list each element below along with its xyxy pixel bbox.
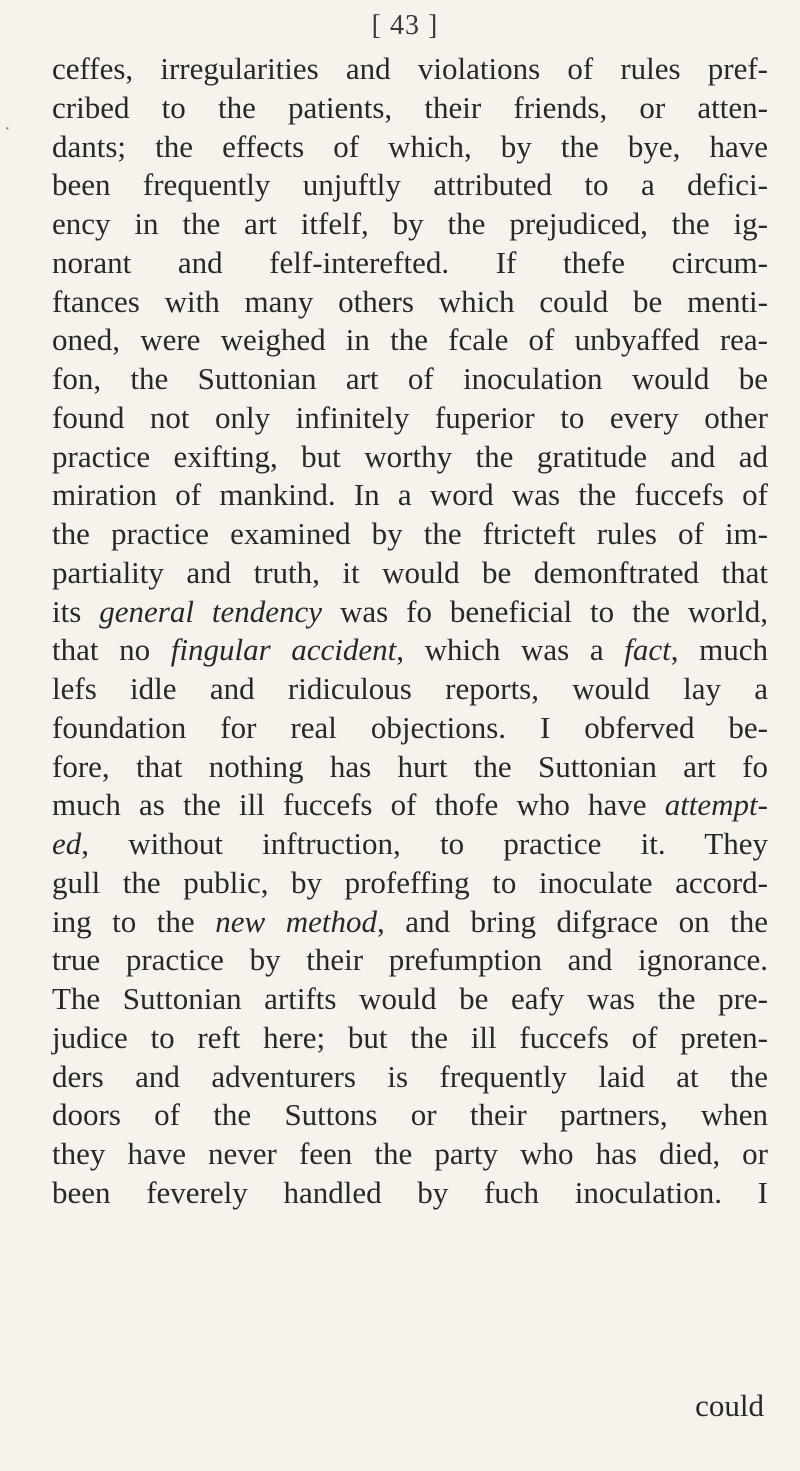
margin-dot: ·	[4, 118, 11, 140]
page-number: [ 43 ]	[371, 10, 439, 41]
text-line-25: The Suttonian artifts would be eafy was the pre-	[52, 981, 768, 1016]
text-line-19: fore, that nothing has hurt the Suttonian art fo	[52, 748, 768, 784]
italic-phrase: fact	[624, 632, 671, 668]
text-line-21	[52, 825, 768, 864]
text-line-11: practice exifting, but worthy the gratitude and ad	[52, 438, 768, 474]
body-text	[52, 50, 768, 1213]
text-line-26: judice to reft here; but the ill fuccefs of preten-	[52, 1019, 768, 1055]
text-line-8: oned, were weighed in the fcale of unbyaffed rea-	[52, 322, 768, 358]
text-line-9: fon, the Suttonian art of inoculation would be	[52, 361, 768, 396]
text-line-2: cribed to the patients, their friends, or atten-	[52, 89, 768, 125]
italic-phrase: ed	[52, 826, 82, 861]
text-segment: was fo beneficial to the world,	[322, 593, 768, 629]
text-line-28: doors of the Suttons or their partners, when	[52, 1097, 768, 1133]
text-line-29: they have never feen the party who has died, or	[52, 1136, 768, 1171]
text-line-16	[52, 631, 768, 670]
text-line-17: lefs idle and ridiculous reports, would lay a	[52, 671, 768, 706]
text-line-7: ftances with many others which could be menti-	[52, 283, 768, 319]
text-line-3: dants; the effects of which, by the bye, have	[52, 128, 768, 164]
text-segment: ing to the	[52, 903, 216, 939]
text-line-27: ders and adventurers is frequently laid at the	[52, 1058, 768, 1094]
text-line-5: ency in the art itfelf, by the prejudiced, the ig-	[52, 206, 768, 241]
text-line-12: miration of mankind. In a word was the fuccefs of	[52, 477, 768, 513]
text-segment: that no	[52, 632, 171, 668]
text-line-4: been frequently unjuftly attributed to a defici-	[52, 167, 768, 203]
text-segment: , and bring difgrace on the	[376, 903, 768, 939]
text-line-14: partiality and truth, it would be demonftrated that	[52, 554, 768, 590]
text-segment: , much	[670, 632, 768, 668]
text-line-10: found not only infinitely fuperior to every other	[52, 399, 768, 435]
text-line-23	[52, 903, 768, 942]
text-line-30: been feverely handled by fuch inoculation. I	[52, 1174, 768, 1210]
italic-phrase: fingular accident	[170, 632, 397, 668]
text-line-6: norant and felf-interefted. If thefe circum-	[52, 244, 768, 280]
italic-phrase: new method	[215, 903, 377, 939]
text-line-1: ceffes, irregularities and violations of rules pref-	[52, 51, 768, 86]
text-segment: , which was a	[396, 632, 625, 668]
text-line-20	[52, 786, 768, 825]
text-line-13: the practice examined by the ftricteft rules of im-	[52, 516, 768, 551]
text-segment: , without inftruction, to practice it. They	[81, 826, 768, 861]
text-segment: much as the ill fuccefs of thofe who have	[52, 787, 665, 823]
italic-phrase: general tendency	[99, 593, 323, 629]
text-line-18: foundation for real objections. I obferved be-	[52, 709, 768, 745]
catchword: could	[695, 1388, 764, 1423]
text-segment: its	[52, 593, 100, 629]
text-line-22: gull the public, by profeffing to inoculate accord-	[52, 864, 768, 900]
text-line-15	[52, 593, 768, 632]
text-line-24: true practice by their prefumption and ignorance.	[52, 942, 768, 978]
italic-phrase: attempt-	[664, 787, 768, 823]
